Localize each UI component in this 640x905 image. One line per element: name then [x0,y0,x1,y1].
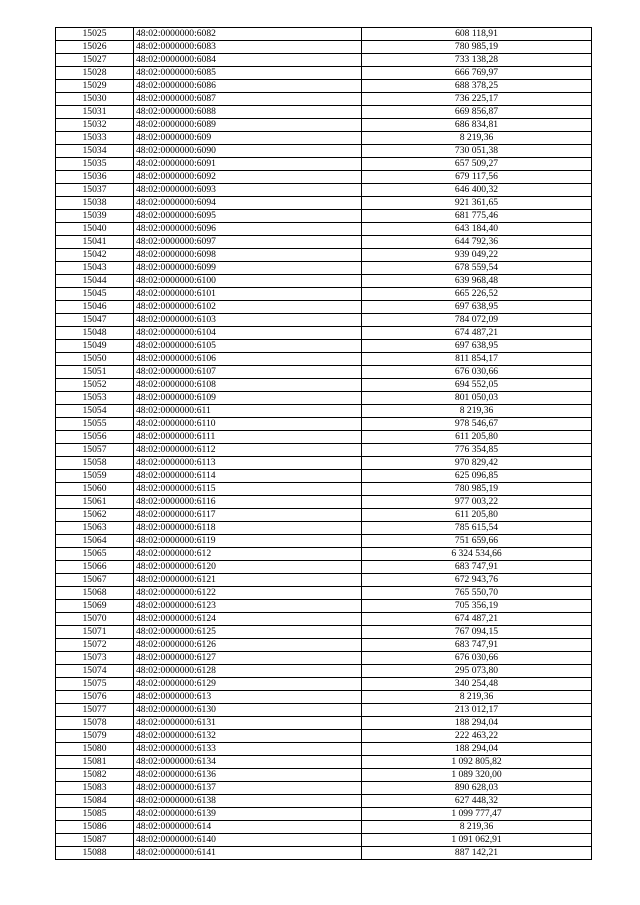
table-row [56,704,592,717]
cadastral-number-cell: 48:02:0000000:6113 [134,457,362,470]
table-row [56,54,592,67]
row-number-cell: 15074 [56,665,134,678]
cadastral-number-cell: 48:02:0000000:6107 [134,366,362,379]
cadastral-number-cell: 48:02:0000000:6099 [134,262,362,275]
cadastral-value-cell: 676 030,66 [362,652,592,665]
cadastral-number-cell: 48:02:0000000:6083 [134,41,362,54]
table-row [56,769,592,782]
row-number-cell: 15083 [56,782,134,795]
table-row [56,834,592,847]
cadastral-value-cell: 683 747,91 [362,561,592,574]
row-number-cell: 15081 [56,756,134,769]
row-number-cell: 15040 [56,223,134,236]
table-body [56,28,592,860]
row-number-cell: 15037 [56,184,134,197]
row-number-cell: 15072 [56,639,134,652]
table-row [56,275,592,288]
table-row [56,67,592,80]
cadastral-number-cell: 48:02:0000000:6101 [134,288,362,301]
table-row [56,756,592,769]
cadastral-value-cell: 672 943,76 [362,574,592,587]
row-number-cell: 15055 [56,418,134,431]
cadastral-number-cell: 48:02:0000000:6087 [134,93,362,106]
cadastral-value-cell: 694 552,05 [362,379,592,392]
cadastral-number-cell: 48:02:0000000:6137 [134,782,362,795]
row-number-cell: 15042 [56,249,134,262]
cadastral-value-cell: 657 509,27 [362,158,592,171]
row-number-cell: 15071 [56,626,134,639]
row-number-cell: 15056 [56,431,134,444]
table-row [56,184,592,197]
row-number-cell: 15033 [56,132,134,145]
cadastral-number-cell: 48:02:0000000:6104 [134,327,362,340]
cadastral-number-cell: 48:02:0000000:6109 [134,392,362,405]
cadastral-value-cell: 295 073,80 [362,665,592,678]
row-number-cell: 15080 [56,743,134,756]
cadastral-value-cell: 780 985,19 [362,41,592,54]
cadastral-number-cell: 48:02:0000000:6116 [134,496,362,509]
cadastral-value-cell: 213 012,17 [362,704,592,717]
row-number-cell: 15088 [56,847,134,860]
cadastral-number-cell: 48:02:0000000:6136 [134,769,362,782]
cadastral-value-cell: 767 094,15 [362,626,592,639]
cadastral-number-cell: 48:02:0000000:6121 [134,574,362,587]
row-number-cell: 15038 [56,197,134,210]
table-row [56,392,592,405]
cadastral-value-cell: 811 854,17 [362,353,592,366]
cadastral-value-cell: 8 219,36 [362,821,592,834]
row-number-cell: 15060 [56,483,134,496]
row-number-cell: 15039 [56,210,134,223]
row-number-cell: 15079 [56,730,134,743]
table-row [56,171,592,184]
table-row [56,548,592,561]
cadastral-number-cell: 48:02:0000000:6128 [134,665,362,678]
row-number-cell: 15063 [56,522,134,535]
row-number-cell: 15026 [56,41,134,54]
cadastral-value-cell: 1 092 805,82 [362,756,592,769]
table-row [56,717,592,730]
cadastral-number-cell: 48:02:0000000:6132 [134,730,362,743]
cadastral-value-cell: 8 219,36 [362,691,592,704]
cadastral-value-cell: 688 378,25 [362,80,592,93]
table-row [56,652,592,665]
cadastral-value-cell: 977 003,22 [362,496,592,509]
cadastral-value-cell: 978 546,67 [362,418,592,431]
cadastral-number-cell: 48:02:0000000:6089 [134,119,362,132]
table-row [56,457,592,470]
table-row [56,314,592,327]
cadastral-value-cell: 678 559,54 [362,262,592,275]
table-row [56,639,592,652]
table-row [56,41,592,54]
cadastral-value-cell: 890 628,03 [362,782,592,795]
row-number-cell: 15062 [56,509,134,522]
cadastral-value-cell: 674 487,21 [362,327,592,340]
row-number-cell: 15052 [56,379,134,392]
cadastral-value-cell: 669 856,87 [362,106,592,119]
row-number-cell: 15069 [56,600,134,613]
cadastral-value-cell: 8 219,36 [362,405,592,418]
table-row [56,847,592,860]
table-row [56,587,592,600]
cadastral-number-cell: 48:02:0000000:6106 [134,353,362,366]
table-row [56,470,592,483]
row-number-cell: 15046 [56,301,134,314]
cadastral-number-cell: 48:02:0000000:6129 [134,678,362,691]
cadastral-value-cell: 679 117,56 [362,171,592,184]
cadastral-number-cell: 48:02:0000000:6093 [134,184,362,197]
table-row [56,405,592,418]
cadastral-value-cell: 736 225,17 [362,93,592,106]
table-row [56,418,592,431]
row-number-cell: 15051 [56,366,134,379]
cadastral-number-cell: 48:02:0000000:6131 [134,717,362,730]
cadastral-value-cell: 608 118,91 [362,28,592,41]
row-number-cell: 15047 [56,314,134,327]
cadastral-value-cell: 1 089 320,00 [362,769,592,782]
row-number-cell: 15058 [56,457,134,470]
cadastral-number-cell: 48:02:0000000:6096 [134,223,362,236]
table-row [56,561,592,574]
cadastral-number-cell: 48:02:0000000:6126 [134,639,362,652]
table-row [56,665,592,678]
cadastral-value-cell: 765 550,70 [362,587,592,600]
table-row [56,535,592,548]
cadastral-number-cell: 48:02:0000000:6114 [134,470,362,483]
table-row [56,145,592,158]
cadastral-value-cell: 705 356,19 [362,600,592,613]
cadastral-number-cell: 48:02:0000000:611 [134,405,362,418]
cadastral-value-cell: 887 142,21 [362,847,592,860]
cadastral-value-cell: 340 254,48 [362,678,592,691]
cadastral-number-cell: 48:02:0000000:6085 [134,67,362,80]
cadastral-number-cell: 48:02:0000000:6103 [134,314,362,327]
cadastral-number-cell: 48:02:0000000:6088 [134,106,362,119]
table-row [56,262,592,275]
cadastral-number-cell: 48:02:0000000:6095 [134,210,362,223]
row-number-cell: 15067 [56,574,134,587]
cadastral-number-cell: 48:02:0000000:609 [134,132,362,145]
table-row [56,249,592,262]
table-row [56,613,592,626]
table-row [56,119,592,132]
cadastral-number-cell: 48:02:0000000:6100 [134,275,362,288]
cadastral-value-cell: 1 099 777,47 [362,808,592,821]
row-number-cell: 15036 [56,171,134,184]
cadastral-number-cell: 48:02:0000000:6102 [134,301,362,314]
cadastral-value-cell: 733 138,28 [362,54,592,67]
table-row [56,821,592,834]
cadastral-value-cell: 611 205,80 [362,509,592,522]
row-number-cell: 15041 [56,236,134,249]
cadastral-value-cell: 1 091 062,91 [362,834,592,847]
row-number-cell: 15054 [56,405,134,418]
row-number-cell: 15048 [56,327,134,340]
row-number-cell: 15075 [56,678,134,691]
cadastral-value-cell: 674 487,21 [362,613,592,626]
cadastral-number-cell: 48:02:0000000:6108 [134,379,362,392]
cadastral-number-cell: 48:02:0000000:613 [134,691,362,704]
row-number-cell: 15077 [56,704,134,717]
row-number-cell: 15030 [56,93,134,106]
table-row [56,236,592,249]
table-row [56,600,592,613]
row-number-cell: 15061 [56,496,134,509]
table-row [56,340,592,353]
row-number-cell: 15073 [56,652,134,665]
table-row [56,379,592,392]
cadastral-value-cell: 188 294,04 [362,717,592,730]
row-number-cell: 15059 [56,470,134,483]
cadastral-number-cell: 48:02:0000000:6092 [134,171,362,184]
cadastral-value-cell: 801 050,03 [362,392,592,405]
row-number-cell: 15043 [56,262,134,275]
row-number-cell: 15066 [56,561,134,574]
row-number-cell: 15035 [56,158,134,171]
row-number-cell: 15057 [56,444,134,457]
cadastral-number-cell: 48:02:0000000:6133 [134,743,362,756]
row-number-cell: 15078 [56,717,134,730]
table-row [56,795,592,808]
cadastral-number-cell: 48:02:0000000:6120 [134,561,362,574]
cadastral-value-cell: 697 638,95 [362,340,592,353]
row-number-cell: 15028 [56,67,134,80]
cadastral-value-table [55,27,592,860]
table-row [56,483,592,496]
cadastral-value-cell: 697 638,95 [362,301,592,314]
table-row [56,28,592,41]
row-number-cell: 15087 [56,834,134,847]
table-row [56,522,592,535]
table-row [56,444,592,457]
cadastral-value-cell: 970 829,42 [362,457,592,470]
table-row [56,678,592,691]
row-number-cell: 15068 [56,587,134,600]
row-number-cell: 15032 [56,119,134,132]
cadastral-number-cell: 48:02:0000000:6118 [134,522,362,535]
cadastral-number-cell: 48:02:0000000:6110 [134,418,362,431]
cadastral-number-cell: 48:02:0000000:6098 [134,249,362,262]
row-number-cell: 15076 [56,691,134,704]
table-row [56,496,592,509]
table-row [56,106,592,119]
cadastral-value-cell: 639 968,48 [362,275,592,288]
cadastral-number-cell: 48:02:0000000:6091 [134,158,362,171]
cadastral-value-cell: 646 400,32 [362,184,592,197]
cadastral-number-cell: 48:02:0000000:6130 [134,704,362,717]
cadastral-value-cell: 676 030,66 [362,366,592,379]
cadastral-number-cell: 48:02:0000000:6090 [134,145,362,158]
row-number-cell: 15065 [56,548,134,561]
cadastral-number-cell: 48:02:0000000:6141 [134,847,362,860]
cadastral-number-cell: 48:02:0000000:6112 [134,444,362,457]
table-row [56,691,592,704]
cadastral-value-cell: 780 985,19 [362,483,592,496]
cadastral-number-cell: 48:02:0000000:6105 [134,340,362,353]
cadastral-value-cell: 751 659,66 [362,535,592,548]
cadastral-value-cell: 611 205,80 [362,431,592,444]
cadastral-number-cell: 48:02:0000000:614 [134,821,362,834]
cadastral-number-cell: 48:02:0000000:6140 [134,834,362,847]
cadastral-value-cell: 784 072,09 [362,314,592,327]
cadastral-value-cell: 222 463,22 [362,730,592,743]
cadastral-number-cell: 48:02:0000000:6125 [134,626,362,639]
cadastral-value-cell: 188 294,04 [362,743,592,756]
cadastral-value-cell: 665 226,52 [362,288,592,301]
table-row [56,509,592,522]
cadastral-value-cell: 776 354,85 [362,444,592,457]
cadastral-value-cell: 730 051,38 [362,145,592,158]
row-number-cell: 15085 [56,808,134,821]
cadastral-value-cell: 8 219,36 [362,132,592,145]
cadastral-value-cell: 644 792,36 [362,236,592,249]
cadastral-number-cell: 48:02:0000000:6117 [134,509,362,522]
row-number-cell: 15044 [56,275,134,288]
cadastral-value-cell: 683 747,91 [362,639,592,652]
cadastral-number-cell: 48:02:0000000:6127 [134,652,362,665]
row-number-cell: 15084 [56,795,134,808]
row-number-cell: 15031 [56,106,134,119]
table-row [56,93,592,106]
table-row [56,327,592,340]
cadastral-number-cell: 48:02:0000000:6115 [134,483,362,496]
cadastral-number-cell: 48:02:0000000:6134 [134,756,362,769]
cadastral-value-cell: 627 448,32 [362,795,592,808]
cadastral-value-cell: 6 324 534,66 [362,548,592,561]
cadastral-value-cell: 625 096,85 [362,470,592,483]
table-row [56,353,592,366]
cadastral-number-cell: 48:02:0000000:6082 [134,28,362,41]
row-number-cell: 15064 [56,535,134,548]
cadastral-number-cell: 48:02:0000000:6097 [134,236,362,249]
table-row [56,301,592,314]
cadastral-number-cell: 48:02:0000000:6084 [134,54,362,67]
cadastral-value-cell: 686 834,81 [362,119,592,132]
table-row [56,288,592,301]
table-row [56,782,592,795]
cadastral-value-cell: 785 615,54 [362,522,592,535]
row-number-cell: 15027 [56,54,134,67]
cadastral-number-cell: 48:02:0000000:6094 [134,197,362,210]
table-row [56,158,592,171]
cadastral-value-cell: 681 775,46 [362,210,592,223]
table-row [56,626,592,639]
row-number-cell: 15034 [56,145,134,158]
row-number-cell: 15029 [56,80,134,93]
row-number-cell: 15025 [56,28,134,41]
cadastral-number-cell: 48:02:0000000:6139 [134,808,362,821]
cadastral-value-cell: 939 049,22 [362,249,592,262]
cadastral-number-cell: 48:02:0000000:6111 [134,431,362,444]
cadastral-value-cell: 666 769,97 [362,67,592,80]
table-row [56,223,592,236]
table-row [56,197,592,210]
cadastral-number-cell: 48:02:0000000:6138 [134,795,362,808]
cadastral-number-cell: 48:02:0000000:6086 [134,80,362,93]
cadastral-number-cell: 48:02:0000000:6119 [134,535,362,548]
cadastral-number-cell: 48:02:0000000:6122 [134,587,362,600]
table-row [56,808,592,821]
row-number-cell: 15053 [56,392,134,405]
cadastral-value-cell: 921 361,65 [362,197,592,210]
table-row [56,132,592,145]
row-number-cell: 15070 [56,613,134,626]
table-row [56,210,592,223]
table-row [56,743,592,756]
table-row [56,730,592,743]
table-row [56,431,592,444]
cadastral-number-cell: 48:02:0000000:6123 [134,600,362,613]
row-number-cell: 15082 [56,769,134,782]
table-row [56,366,592,379]
cadastral-number-cell: 48:02:0000000:6124 [134,613,362,626]
cadastral-number-cell: 48:02:0000000:612 [134,548,362,561]
cadastral-value-cell: 643 184,40 [362,223,592,236]
row-number-cell: 15049 [56,340,134,353]
table-row [56,574,592,587]
table-row [56,80,592,93]
row-number-cell: 15050 [56,353,134,366]
row-number-cell: 15086 [56,821,134,834]
row-number-cell: 15045 [56,288,134,301]
